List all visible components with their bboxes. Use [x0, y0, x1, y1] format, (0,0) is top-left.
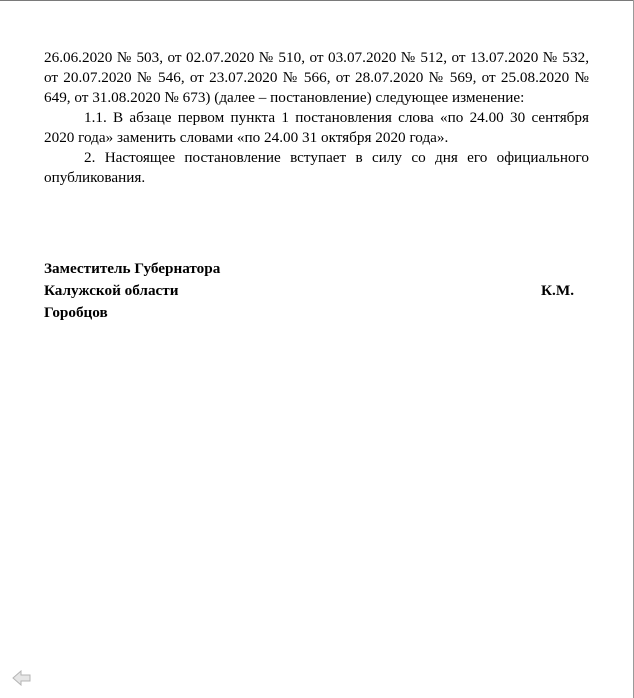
document-body [44, 48, 589, 188]
signature-position-line1: Заместитель Губернатора [44, 260, 221, 277]
left-arrow-icon[interactable] [12, 670, 32, 686]
paragraph-1-1: 1.1. В абзаце первом пункта 1 постановления слова «по 24.00 30 сентября 2020 года» заменить словами «по 24.00 31 октября 2020 года». [44, 109, 589, 146]
signature-block [44, 258, 574, 324]
paragraph-intro: 26.06.2020 № 503, от 02.07.2020 № 510, от 03.07.2020 № 512, от 13.07.2020 № 532, от 20.07.2020 № 546, от 23.07.2020 № 566, от 28.07.2020 № 569, от 25.08.2020 № 649, от 31.08.2020 № 673) (далее – постановление) следующее изменение: [44, 49, 589, 106]
signature-position-line2: Калужской области [44, 282, 179, 299]
paragraph-2: 2. Настоящее постановление вступает в силу со дня его официального опубликования. [44, 149, 589, 186]
signature-surname: Горобцов [44, 304, 108, 321]
signature-initials: К.М. [541, 282, 574, 299]
signature-row [44, 280, 574, 302]
left-arrow-icon-svg [12, 670, 32, 686]
viewer-top-border [0, 0, 634, 1]
